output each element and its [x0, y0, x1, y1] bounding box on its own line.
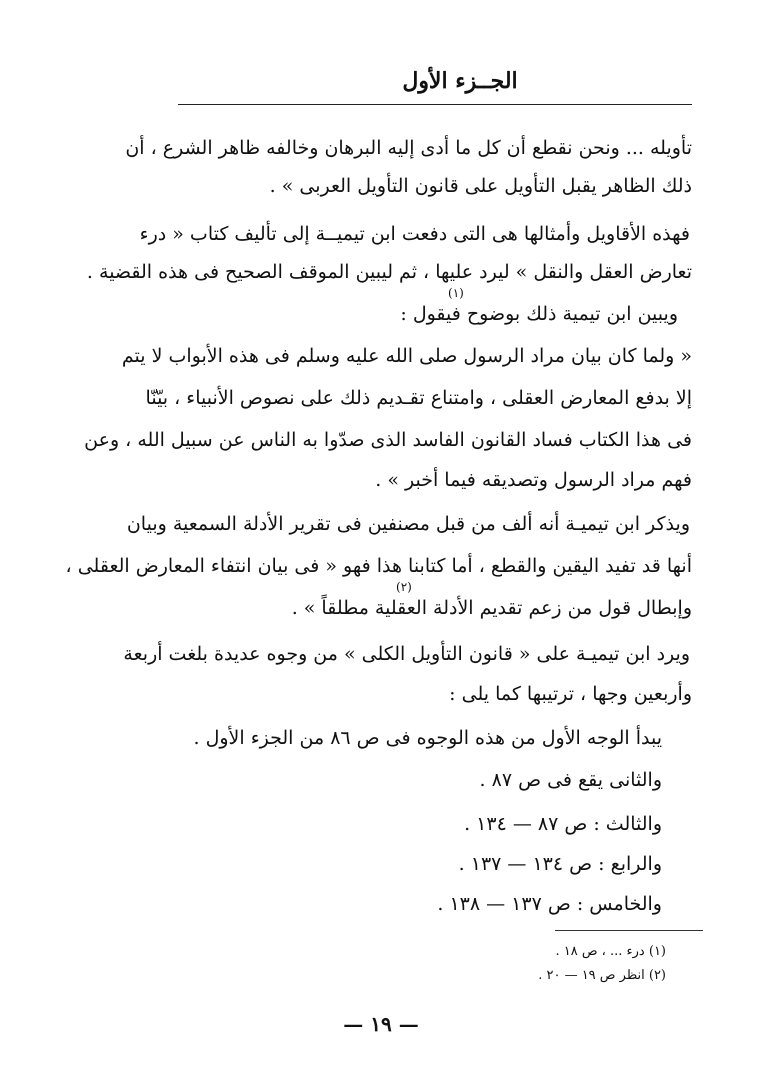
- text-line: [400, 300, 678, 328]
- page-number: — ١٩ —: [343, 1012, 419, 1036]
- text-line: فهذه الأقاويل وأمثالها هى التى دفعت ابن تيميــة إلى تأليف كتاب « درء: [139, 223, 690, 245]
- text-line: وإبطال قول من زعم تقديم الأدلة العقلية مطلقاً » .: [291, 597, 692, 619]
- footnote-marker-2: (٢): [396, 580, 412, 594]
- text-line: تأويله ... ونحن نقطع أن كل ما أدى إليه البرهان وخالفه ظاهر الشرع ، أن: [125, 137, 692, 159]
- text-line-content: ويبين ابن تيمية ذلك بوضوح فيقول :: [400, 303, 678, 325]
- text-line: إلا بدفع المعارض العقلى ، وامتناع تقـديم ذلك على نصوص الأنبياء ، بيّنّا: [145, 387, 692, 409]
- list-line: يبدأ الوجه الأول من هذه الوجوه فى ص ٨٦ من الجزء الأول .: [193, 727, 662, 749]
- footnote-2: (٢) انظر ص ١٩ — ٢٠ .: [538, 968, 666, 983]
- footnote-marker-1: (١): [448, 286, 464, 300]
- text-line: وأربعين وجها ، ترتيبها كما يلى :: [449, 683, 692, 705]
- list-line: والثانى يقع فى ص ٨٧ .: [479, 769, 662, 791]
- list-line: والثالث : ص ٨٧ — ١٣٤ .: [464, 813, 662, 835]
- text-line: ويرد ابن تيميـة على « قانون التأويل الكلى » من وجوه عديدة بلغت أربعة: [123, 643, 690, 665]
- list-line: والخامس : ص ١٣٧ — ١٣٨ .: [437, 893, 662, 915]
- footnote-1: (١) درء ... ، ص ١٨ .: [555, 944, 666, 959]
- text-line: فى هذا الكتاب فساد القانون الفاسد الذى صدّوا به الناس عن سبيل الله ، وعن: [84, 429, 692, 451]
- text-line: أنها قد تفيد اليقين والقطع ، أما كتابنا هذا فهو « فى بيان انتفاء المعارض العقلى ،: [65, 555, 692, 577]
- text-line: ذلك الظاهر يقبل التأويل على قانون التأويل العربى » .: [269, 175, 692, 197]
- text-line: « ولما كان بيان مراد الرسول صلى الله عليه وسلم فى هذه الأبواب لا يتم: [121, 345, 692, 367]
- text-line: ويذكر ابن تيميـة أنه ألف من قبل مصنفين فى تقرير الأدلة السمعية وبيان: [126, 513, 690, 535]
- list-line: والرابع : ص ١٣٤ — ١٣٧ .: [458, 853, 662, 875]
- text-line: فهم مراد الرسول وتصديقه فيما أخبر » .: [375, 469, 692, 491]
- text-line: تعارض العقل والنقل » ليرد عليها ، ثم ليبين الموقف الصحيح فى هذه القضية .: [86, 261, 692, 283]
- header-rule: [178, 104, 692, 105]
- running-header: الجــزء الأول: [402, 68, 518, 94]
- footnote-rule: [555, 930, 703, 931]
